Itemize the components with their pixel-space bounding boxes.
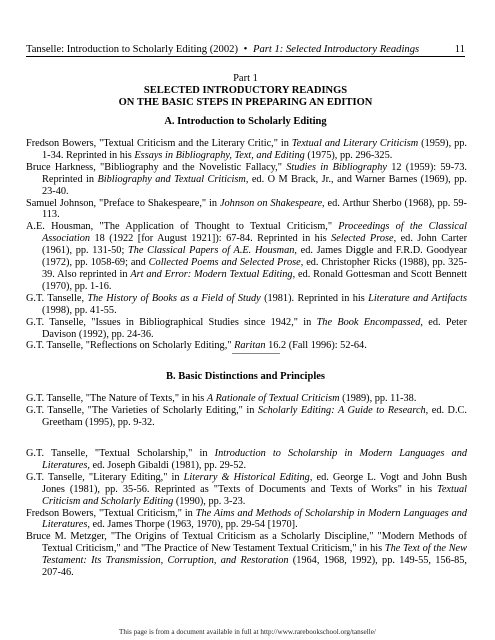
bibliography-entry: G.T. Tanselle, "Textual Scholarship," in Introduction to Scholarship in Modern Languages and Literatures, ed. Joseph Gibaldi (1981), pp. 29-52. <box>26 448 467 471</box>
part-label: Part 1 <box>233 73 258 84</box>
page-number: 11 <box>454 44 465 55</box>
section-a-heading: A. Introduction to Scholarly Editing <box>164 116 327 127</box>
header-title <box>26 44 419 55</box>
section-b-heading: B. Basic Distinctions and Principles <box>166 371 325 382</box>
header-bullet: • <box>243 44 248 55</box>
bibliography-entry: G.T. Tanselle, "The Varieties of Scholarly Editing," in Scholarly Editing: A Guide to Research, ed. D.C. Greetham (1995), pp. 9-32. <box>26 404 468 428</box>
bibliography-entry: G.T. Tanselle, "Literary Editing," in Literary & Historical Editing, ed. George L. Vogt and John Bush Jones (1981), pp. 35-56. Reprinted as "Texts of Documents and Texts of Works" in his Textual Criticism and Scholarly Editing (1990), pp. 3-23. <box>26 471 467 507</box>
bibliography-entry: G.T. Tanselle, "Reflections on Scholarly Editing," Raritan 16.2 (Fall 1996): 52-64. <box>26 340 367 352</box>
running-header <box>26 44 465 57</box>
footer-note: This page is from a document available in full at http://www.rarebookschool.org/tanselle/ <box>119 628 376 636</box>
bibliography-entry: G.T. Tanselle, "The Nature of Texts," in his A Rationale of Textual Criticism (1989), pp. 11-38. <box>26 393 417 404</box>
header-text: Tanselle: Introduction to Scholarly Editing (2002) <box>26 44 238 55</box>
bibliography-entry: G.T. Tanselle, The History of Books as a Field of Study (1981). Reprinted in his Literature and Artifacts (1998), pp. 41-55. <box>26 292 467 316</box>
bibliography-entry: Fredson Bowers, "Textual Criticism and the Literary Critic," in Textual and Literary Criticism (1959), pp. 1-34. Reprinted in his Essays in Bibliography, Text, and Editing (1975), pp. 296-325. <box>26 138 468 161</box>
main-title-line-1: SELECTED INTRODUCTORY READINGS <box>143 85 348 96</box>
bibliography-entry: Fredson Bowers, "Textual Criticism," in The Aims and Methods of Scholarship in Modern Languages and Literatures, ed. James Thorpe (1963, 1970), pp. 29-54 [1970]. <box>26 507 467 531</box>
section-separator <box>232 353 280 354</box>
main-title-line-2: ON THE BASIC STEPS IN PREPARING AN EDITION <box>118 97 373 108</box>
section-b-entries-2 <box>26 448 467 579</box>
bibliography-entry: Bruce M. Metzger, "The Origins of Textual Criticism as a Scholarly Discipline," "Modern Methods of Textual Criticism," and "The Practice of New Testament Textual Criticism," in his The Text of the New Testament: Its Transmission, Corruption, and Restoration (1964, 1968, 1992), pp. 149-55, 156-85, 207-46. <box>26 531 467 579</box>
section-a-entries <box>26 138 467 352</box>
bibliography-entry: A.E. Housman, "The Application of Thought to Textual Criticism," Proceedings of the Classical Association 18 (1922 [for August 1921]): 67-84. Reprinted in his Selected Prose, ed. John Carter (1961), pp. 131-50; The Classical Papers of A.E. Housman, ed. James Diggle and F.R.D. Goodyear (1972), pp. 1058-69; and Collected Poems and Selected Prose, ed. Christopher Ricks (1988), pp. 325-39. Also reprinted in Art and Error: Modern Textual Editing, ed. Ronald Gottesman and Scott Bennett (1970), pp. 1-16. <box>26 221 468 292</box>
header-part: Part 1: Selected Introductory Readings <box>253 44 420 55</box>
bibliography-entry: G.T. Tanselle, "Issues in Bibliographical Studies since 1942," in The Book Encompassed, ed. Peter Davison (1992), pp. 24-36. <box>26 316 467 340</box>
bibliography-entry: Samuel Johnson, "Preface to Shakespeare," in Johnson on Shakespeare, ed. Arthur Sherbo (1968), pp. 59-113. <box>26 197 467 221</box>
title-block <box>26 73 465 109</box>
section-b-entries-1 <box>26 393 467 429</box>
bibliography-entry: Bruce Harkness, "Bibliography and the Novelistic Fallacy," Studies in Bibliography 12 (1959): 59-73. Reprinted in Bibliography and Textual Criticism, ed. O M Brack, Jr., and Warner Barnes (1969), pp. 23-40. <box>26 161 468 197</box>
